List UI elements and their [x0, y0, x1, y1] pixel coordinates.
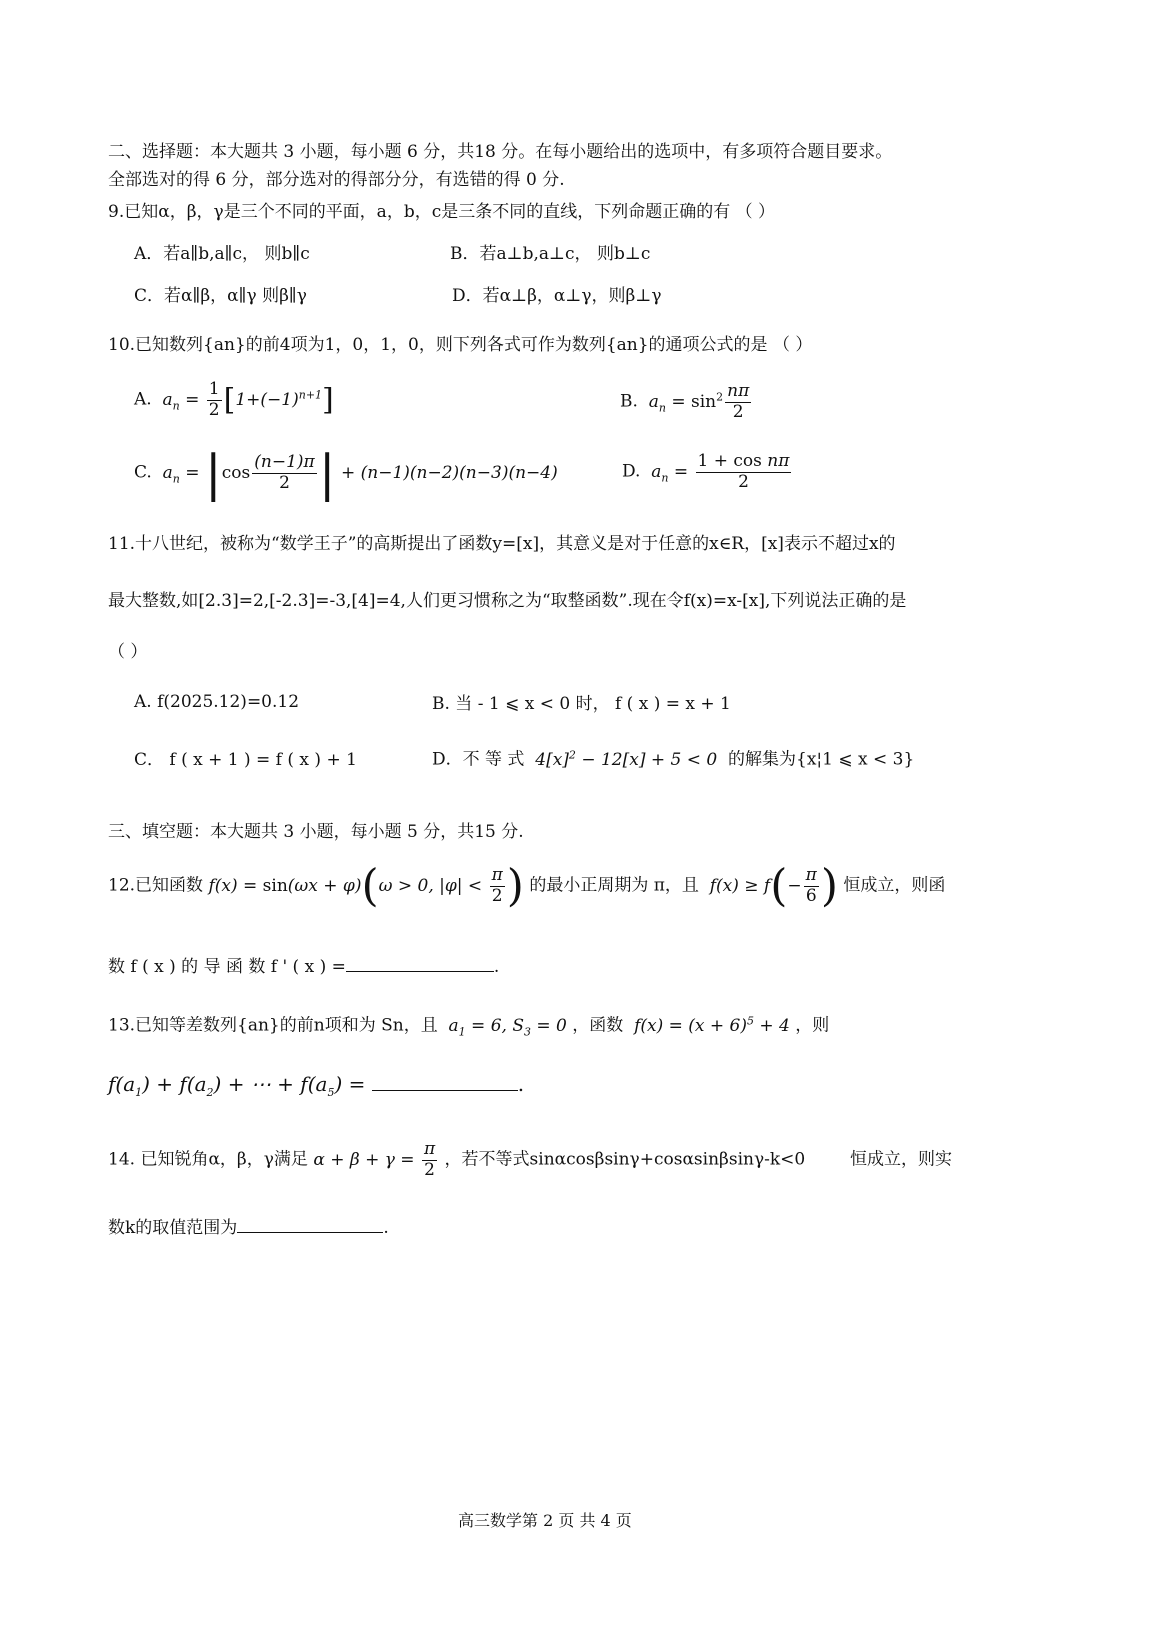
q10-option-c	[134, 444, 558, 502]
q14-condition-formula: α + β + γ = $\frac{\pi}{2}$	[313, 1139, 436, 1180]
q14-line1	[108, 1140, 952, 1180]
q10-option-a	[134, 380, 334, 420]
q13-condition-formula: $a_1 = 6$, $S_3 = 0$	[443, 1015, 567, 1039]
q11-option-d-prefix: D．不 等 式	[432, 749, 525, 770]
q13-answer-blank[interactable]	[372, 1090, 518, 1091]
q12-answer-blank[interactable]	[346, 971, 494, 972]
q11-option-d-suffix: 的解集为{x¦1 ⩽ x < 3}	[728, 749, 915, 770]
q11-stem-line2: 最大整数,如[2.3]=2,[-2.3]=-3,[4]=4,人们更习惯称之为“取整函数”.现在令f(x)=x-[x],下列说法正确的是	[108, 591, 907, 611]
q13-sum-formula: $f(a_1) + f(a_2)$ + ⋯ + $f(a_5)$ =	[108, 1072, 372, 1099]
q9-option-c: C．若α∥β，α∥γ 则β∥γ	[134, 286, 307, 306]
q10-stem: 10.已知数列{an}的前4项为1，0，1，0，则下列各式可作为数列{an}的通项公式的是 （ ）	[108, 335, 813, 355]
q13-suffix: ，则	[795, 1015, 830, 1036]
q12-function-formula: f(x) = sin(ωx + φ)(ω > 0, |φ| < $\frac{\pi}{2}$ )	[208, 860, 524, 911]
q14-suffix: 恒成立，则实	[850, 1149, 953, 1170]
q9-option-b: B．若a⊥b,a⊥c， 则b⊥c	[450, 244, 651, 264]
q11-option-d	[432, 748, 914, 770]
q11-option-b: B. 当 - 1 ⩽ x < 0 时， f ( x ) = x + 1	[432, 694, 731, 714]
q12-prefix: 12.已知函数	[108, 875, 204, 896]
section2-header-line2: 全部选对的得 6 分，部分选对的得部分分，有选错的得 0 分.	[108, 170, 565, 190]
page-footer: 高三数学第 2 页 共 4 页	[458, 1511, 632, 1530]
q12-suffix: 恒成立，则函	[843, 875, 946, 896]
q13-function-formula: $f(x) = (x + 6)^5 + 4$	[628, 1014, 790, 1036]
q11-option-c: C． f ( x + 1 ) = f ( x ) + 1	[134, 750, 357, 770]
q13-mid: ，函数	[572, 1015, 624, 1036]
q10-option-d-formula: $a_n$ = $\frac{\text{1 + cos nπ}}{2}$	[645, 451, 790, 492]
q10-option-c-label: C.	[134, 462, 152, 483]
q10-option-a-formula: $a_n$ = $\frac{1}{2}$ $[1+(-1)^{n+1}]$	[157, 379, 334, 420]
q11-option-a: A. f(2025.12)=0.12	[134, 692, 300, 712]
q12-line2: 数 f ( x ) 的 导 函 数 f ' ( x ) = .	[108, 957, 500, 977]
q14-prefix: 14. 已知锐角α，β，γ满足	[108, 1149, 308, 1170]
q14-answer-blank[interactable]	[237, 1232, 383, 1233]
q14-line2-text: 数k的取值范围为	[108, 1218, 238, 1238]
q9-stem: 9.已知α，β，γ是三个不同的平面，a，b，c是三条不同的直线，下列命题正确的有 （ ）	[108, 202, 776, 222]
q11-stem-line1: 11.十八世纪，被称为“数学王子”的高斯提出了函数y=[x]，其意义是对于任意的x∈R，[x]表示不超过x的	[108, 534, 896, 554]
q11-option-d-formula: $4[x]^2 - 12[x] + 5 < 0$	[529, 748, 723, 770]
q9-option-d: D．若α⊥β，α⊥γ，则β⊥γ	[452, 286, 662, 306]
q13-prefix: 13.已知等差数列{an}的前n项和为 Sn，且	[108, 1015, 438, 1036]
q13-line1	[108, 1014, 829, 1038]
q14-mid: ，若不等式sinαcosβsinγ+cosαsinβsinγ-k<0	[444, 1149, 806, 1170]
section3-header: 三、填空题：本大题共 3 小题，每小题 5 分，共15 分.	[108, 822, 524, 842]
q10-option-d-label: D.	[622, 461, 641, 482]
q10-option-b	[620, 382, 753, 422]
q11-answer-paren: （ ）	[108, 642, 148, 662]
q10-option-d	[622, 452, 793, 492]
q14-line2: 数k的取值范围为 .	[108, 1218, 389, 1238]
q12-inequality-formula: f(x) ≥ f(− $\frac{\pi}{6}$ )	[704, 860, 839, 911]
q10-option-a-label: A.	[134, 389, 152, 410]
q12-mid: 的最小正周期为 π，且	[529, 875, 699, 896]
q9-option-a: A．若a∥b,a∥c， 则b∥c	[134, 244, 310, 264]
section2-header-line1: 二、选择题：本大题共 3 小题，每小题 6 分，共18 分。在每小题给出的选项中，有多项符合题目要求。	[108, 142, 893, 162]
q13-line2: $f(a_1) + f(a_2)$ + ⋯ + $f(a_5)$ = .	[108, 1072, 525, 1099]
q10-option-b-label: B.	[620, 391, 638, 412]
q12-line2-text: 数 f ( x ) 的 导 函 数 f ' ( x ) =	[108, 957, 346, 977]
q12-line1	[108, 860, 946, 911]
q10-option-c-formula: $a_n = |\cos$ $\frac{(n-1)\pi}{2}$ | + (n−1)(n−2)(n−3)(n−4)	[157, 444, 558, 502]
q10-option-b-formula: $a_n = \sin^2$ $\frac{n\pi}{2}$	[643, 381, 750, 422]
